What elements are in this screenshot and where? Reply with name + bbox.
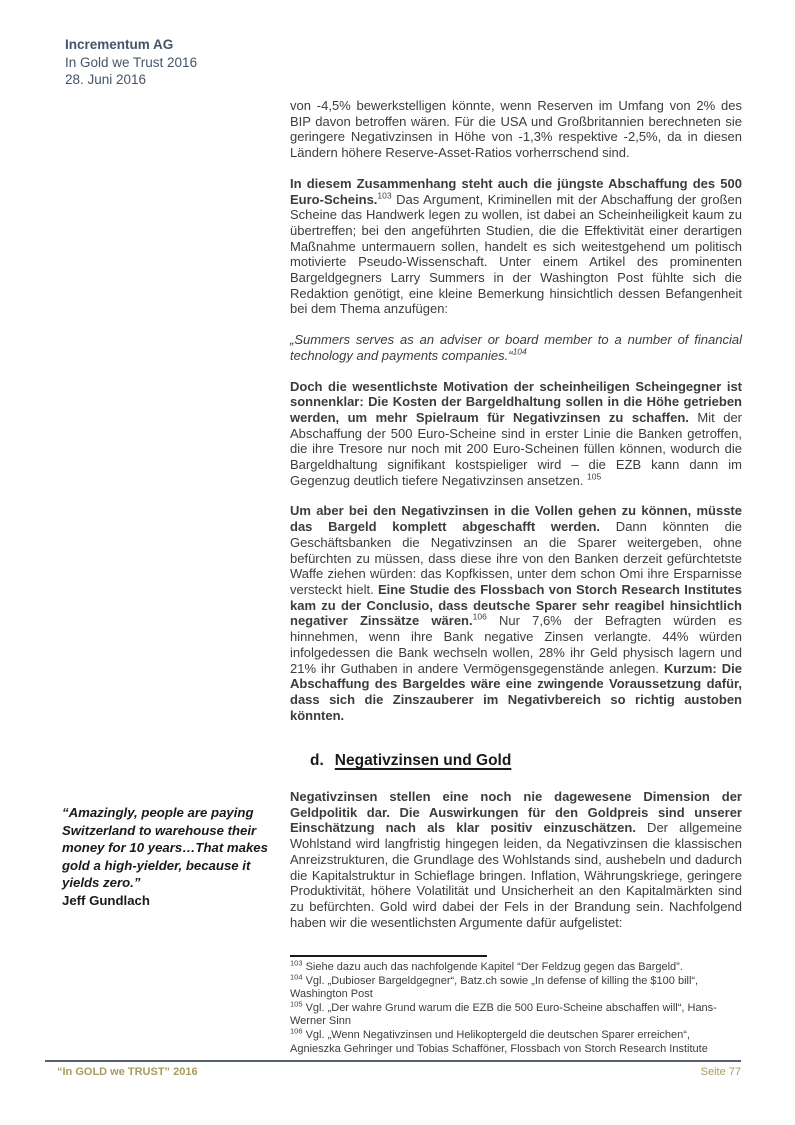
footnote-number: 106 (290, 1026, 303, 1036)
body-column (290, 98, 742, 945)
paragraph-text: Dann könnten die Geschäftsbanken die Negativzinsen an die Sparer weitergeben, ohne befürchten zu müssen, dass diese ihre von den Banken derzeit gefürchtetste Waffe ziehen würden: das Kopfkissen, unter dem schon Omi ihre Ersparnisse versteckt hielt. (290, 519, 742, 597)
paragraph-gold-outlook (290, 789, 742, 930)
footnote-ref-104: 104 (512, 346, 527, 357)
blockquote-summers (290, 332, 742, 363)
footnote-separator (290, 955, 487, 957)
section-heading-title: Negativzinsen und Gold (334, 752, 512, 770)
footnote (290, 1026, 742, 1056)
footnote-number: 104 (290, 971, 303, 981)
paragraph-bold-lead: Doch die wesentlichste Motivation der scheinheiligen Scheingegner ist sonnenklar: Die Kosten der Bargeldhaltung sollen in die Höhe getrieben werden, um mehr Spielraum für Negativzinsen zu schaffen. (290, 378, 742, 425)
section-heading-negativzinsen-gold (290, 753, 742, 769)
paragraph-text: Nur 7,6% der Befragten würden es hinnehmen, wenn ihre Bank negative Zinsen verlangte. 44% würden infolgedessen die Bank wechseln wollen, 28% ihr Geld physisch lagern und 21% ihr Guthaben in andere Vermögensgegenstände anlegen. (290, 613, 743, 676)
footer-report-title: “In GOLD we TRUST” 2016 (57, 1066, 198, 1078)
page-footer (45, 1066, 741, 1078)
paragraph-bold-conclusion: Kurzum: Die Abschaffung des Bargeldes wäre eine zwingende Voraussetzung dafür, dass sich die Zinszauberer im Negativbereich so richtig austoben könnten. (290, 660, 743, 723)
paragraph-bold-lead: Um aber bei den Negativzinsen in die Vollen gehen zu können, müsste das Bargeld komplett abgeschafft werden. (290, 503, 742, 535)
paragraph-text: von -4,5% bewerkstelligen könnte, wenn Reserven im Umfang von 2% des BIP davon betroffen wären. Für die USA und Großbritannien berechneten sie geringere Negativzinsen in Höhe von -1,3% respektive -2,5%, da in diesen Ländern höhere Reserve-Asset-Ratios vorherrschend sind. (290, 98, 742, 161)
footnote-number: 103 (290, 958, 303, 968)
footer-page-number: Seite 77 (700, 1066, 741, 1078)
footnote-text: Vgl. „Der wahre Grund warum die EZB die 500 Euro-Scheine abschaffen will“, Hans-Werner Sinn (290, 1001, 717, 1028)
footnote-text: Vgl. „Wenn Negativzinsen und Helikoptergeld die deutschen Sparer erreichen“, Agnieszka Gehringer und Tobias Schafföner, Flossbach von Storch Research Institute (290, 1028, 708, 1055)
paragraph-reserves (290, 98, 742, 161)
blockquote-text: „Summers serves as an adviser or board member to a number of financial technology and payments companies.“ (290, 332, 742, 363)
footnote (290, 971, 742, 1002)
paragraph-text: Der allgemeine Wohlstand wird langfristig hingegen leiden, da Negativzinsen die klassischen Anreizstrukturen, die Grundlage des Wohlstands sind, aushebeln und dadurch die Kapitalstruktur in Schieflage bringen. Inflation, Währungskriege, geringere Produktivität, höhere Volatilität und Unsicherheit an den Kapitalmärkten sind zu befürchten. Gold wird dabei der Fels in der Brandung sein. Nachfolgend haben wir die wesentlichsten Argumente dafür aufgelistet: (290, 820, 742, 930)
paragraph-bold-lead: In diesem Zusammenhang steht auch die jüngste Abschaffung des 500 Euro-Scheins. (290, 175, 742, 207)
margin-quote (62, 804, 278, 910)
footnote-text: Vgl. „Dubioser Bargeldgegner“, Batz.ch sowie „In defense of killing the $100 bill“, Washington Post (290, 974, 699, 1001)
footnote-text: Siehe dazu auch das nachfolgende Kapitel “Der Feldzug gegen das Bargeld”. (302, 961, 683, 973)
paragraph-cash-abolition (290, 503, 742, 723)
company-name: Incrementum AG (65, 37, 174, 52)
paragraph-text: Das Argument, Kriminellen mit der Abschaffung der großen Scheine das Handwerk legen zu wollen, ist dabei an Scheinheiligkeit kaum zu übertreffen; bei den angeführten Studien, die die Effektivität einer derartigen Maßnahme untermauern sollen, handelt es sich weitestgehend um politisch motivierte Pseudo-Wissenschaft. Unter einem Artikel des prominenten Bargeldgegners Larry Summers in der Washington Post fühlte sich die Redaktion genötigt, eine kleine Bemerkung hinsichtlich dessen Befangenheit bei dem Thema anzufügen: (290, 191, 742, 317)
page-header (65, 36, 197, 89)
footnote-ref-103: 103 (377, 190, 392, 201)
footnote (290, 958, 742, 975)
section-heading-prefix: d. (310, 752, 324, 770)
margin-quote-author: Jeff Gundlach (62, 892, 150, 908)
margin-quote-text: “Amazingly, people are paying Switzerland to warehouse their money for 10 years…That makes gold a high-yielder, because it yields zero.” (62, 805, 268, 891)
paragraph-motivation (290, 379, 742, 489)
footnote-ref-105: 105 (587, 471, 602, 482)
footnote-ref-106: 106 (472, 612, 487, 623)
report-date: 28. Juni 2016 (65, 72, 147, 87)
footnotes-section (290, 958, 742, 1056)
footnote-number: 105 (290, 999, 303, 1009)
footnote (290, 999, 742, 1029)
footer-rule (45, 1060, 741, 1062)
report-title: In Gold we Trust 2016 (65, 54, 198, 70)
paragraph-abolition-500 (290, 176, 742, 317)
paragraph-text: Mit der Abschaffung der 500 Euro-Scheine sind in erster Linie die Banken getroffen, die ihre Tresore nur noch mit 200 Euro-Scheinen füllen können, wodurch die Bargeldhaltung signifikant kostspieliger wird – die EZB kann dann im Gegenzug deutlich tiefere Negativzinsen ansetzen. (290, 409, 743, 488)
paragraph-bold-study: Eine Studie des Flossbach von Storch Research Institutes kam zu der Conclusio, dass deutsche Sparer sehr reagibel hinsichtlich negativer Zinssätze wären. (290, 581, 742, 629)
paragraph-bold-lead: Negativzinsen stellen eine noch nie dagewesene Dimension der Geldpolitik dar. Die Auswirkungen für den Goldpreis sind unserer Einschätzung nach als klar positiv einzuschätzen. (290, 789, 742, 836)
